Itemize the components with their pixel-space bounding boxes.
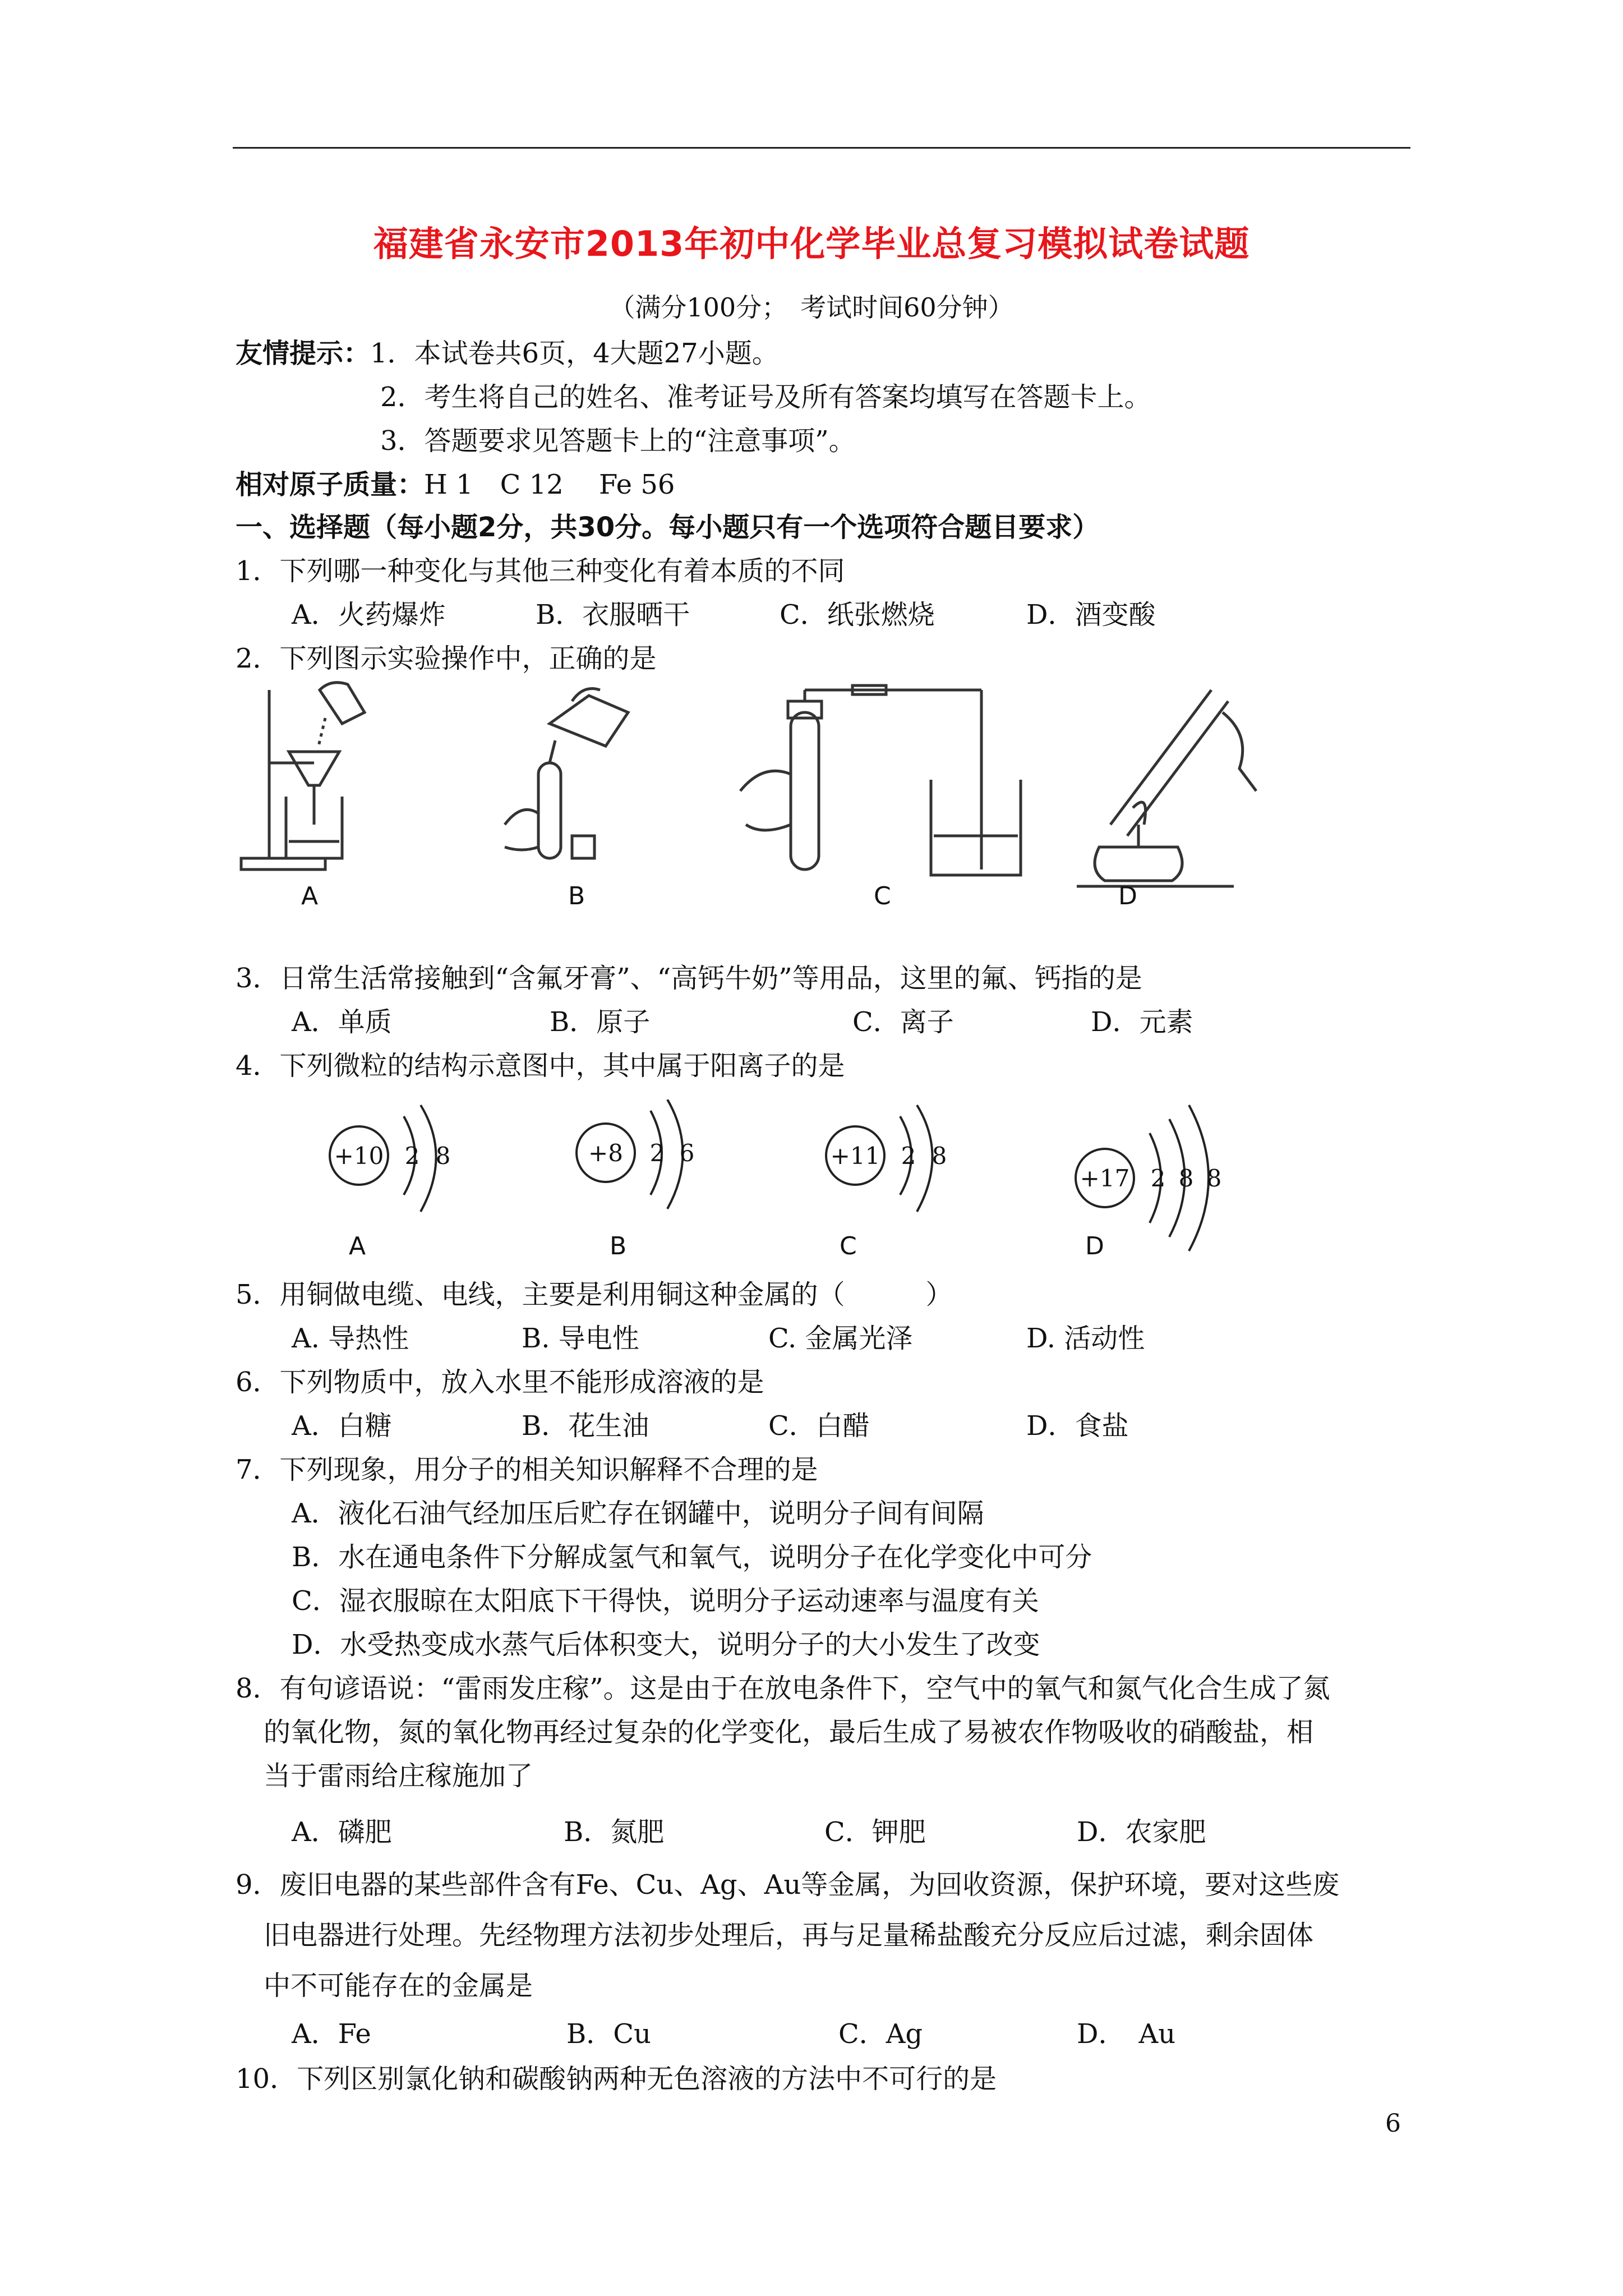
q3-option-d: D．元素 <box>1091 1006 1193 1038</box>
q6-option-d: D．食盐 <box>1026 1410 1129 1442</box>
atomic-mass-label: 相对原子质量： <box>236 469 425 500</box>
q7-option-c: C．湿衣服晾在太阳底下干得快，说明分子运动速率与温度有关 <box>292 1585 1039 1617</box>
q7-option-d: D．水受热变成水蒸气后体积变大，说明分子的大小发生了改变 <box>292 1629 1040 1660</box>
q7-option-b: B．水在通电条件下分解成氢气和氧气，说明分子在化学变化中可分 <box>292 1542 1092 1573</box>
atom-c-nucleus-charge: +11 <box>830 1142 880 1170</box>
q8-option-b: B．氮肥 <box>564 1816 665 1848</box>
pouring-illustration <box>505 689 628 859</box>
atomic-mass-values: H 1 C 12 Fe 56 <box>424 469 675 500</box>
question-8-stem-line-2: 的氧化物，氮的氧化物再经过复杂的化学变化，最后生成了易被农作物吸收的硝酸盐，相 <box>264 1717 1314 1748</box>
q5-option-c: C. 金属光泽 <box>768 1323 913 1354</box>
question-6-stem: 6．下列物质中，放入水里不能形成溶液的是 <box>236 1366 764 1398</box>
q5-option-a: A. 导热性 <box>292 1323 409 1354</box>
question-1-stem: 1．下列哪一种变化与其他三种变化有着本质的不同 <box>236 555 845 587</box>
tip-1: 1．本试卷共6页，4大题27小题。 <box>370 338 779 369</box>
page-title: 福建省永安市2013年初中化学毕业总复习模拟试卷试题 <box>373 223 1250 264</box>
q1-option-a: A．火药爆炸 <box>292 599 446 631</box>
q9-option-a: A．Fe <box>292 2018 371 2050</box>
q7-option-a: A．液化石油气经加压后贮存在钢罐中，说明分子间有间隔 <box>292 1498 984 1529</box>
q3-option-b: B．原子 <box>550 1006 651 1038</box>
question-7-stem: 7．下列现象，用分子的相关知识解释不合理的是 <box>236 1454 818 1485</box>
q6-option-c: C．白醋 <box>768 1410 870 1442</box>
figure-label-b: B <box>568 882 585 910</box>
atom-b-nucleus-charge: +8 <box>588 1139 623 1167</box>
q9-option-d: D． Au <box>1077 2018 1176 2050</box>
tips-block <box>236 337 779 370</box>
tips-label: 友情提示： <box>236 338 371 369</box>
atom-d-shell-1: 2 <box>1150 1165 1166 1192</box>
atom-d-shell-2: 8 <box>1178 1165 1194 1192</box>
atom-label-d: D <box>1085 1232 1104 1260</box>
question-9-stem-line-2: 旧电器进行处理。先经物理方法初步处理后，再与足量稀盐酸充分反应后过滤，剩余固体 <box>264 1920 1314 1951</box>
atom-a-shell-1: 2 <box>404 1142 420 1170</box>
tip-3: 3．答题要求见答题卡上的“注意事项”。 <box>380 425 856 457</box>
atomic-mass <box>236 468 675 501</box>
atom-c-shell-2: 8 <box>932 1142 947 1170</box>
q8-option-d: D．农家肥 <box>1077 1816 1206 1848</box>
atom-a-shell-2: 8 <box>435 1142 451 1170</box>
q3-option-c: C．离子 <box>852 1006 954 1038</box>
atom-d-nucleus-charge: +17 <box>1080 1165 1130 1192</box>
question-8-stem-line-1: 8．有句谚语说：“雷雨发庄稼”。这是由于在放电条件下，空气中的氧气和氮气化合生成了氮 <box>236 1673 1330 1704</box>
q6-option-b: B．花生油 <box>522 1410 649 1442</box>
question-10-stem: 10．下列区别氯化钠和碳酸钠两种无色溶液的方法中不可行的是 <box>236 2063 997 2095</box>
filtration-illustration <box>241 683 365 869</box>
question-2-stem: 2．下列图示实验操作中，正确的是 <box>236 643 657 674</box>
q8-option-a: A．磷肥 <box>292 1816 392 1848</box>
atom-b-shell-2: 6 <box>679 1139 695 1167</box>
heating-illustration <box>1077 690 1256 886</box>
question-9-stem-line-3: 中不可能存在的金属是 <box>264 1970 533 2001</box>
q5-option-b: B. 导电性 <box>522 1323 639 1354</box>
airtightness-illustration <box>740 685 1021 875</box>
figure-label-c: C <box>874 882 891 910</box>
atom-b-shell-1: 2 <box>649 1139 665 1167</box>
atomic-structure-figure <box>314 1099 1267 1268</box>
header-rule <box>233 147 1410 149</box>
atom-d-shell-3: 8 <box>1206 1165 1222 1192</box>
q8-option-c: C．钾肥 <box>824 1816 926 1848</box>
question-8-stem-line-3: 当于雷雨给庄稼施加了 <box>264 1760 533 1792</box>
tip-2: 2．考生将自己的姓名、准考证号及所有答案均填写在答题卡上。 <box>380 381 1151 413</box>
question-4-stem: 4．下列微粒的结构示意图中，其中属于阳离子的是 <box>236 1050 845 1082</box>
figure-label-a: A <box>301 882 319 910</box>
atom-label-b: B <box>610 1232 627 1260</box>
atom-label-c: C <box>840 1232 857 1260</box>
exam-info: （满分100分； 考试时间60分钟） <box>609 292 1014 323</box>
q1-option-d: D．酒变酸 <box>1026 599 1156 631</box>
atom-label-a: A <box>349 1232 366 1260</box>
atom-a-nucleus-charge: +10 <box>334 1142 384 1170</box>
q5-option-d: D. 活动性 <box>1026 1323 1145 1354</box>
question-9-stem-line-1: 9．废旧电器的某些部件含有Fe、Cu、Ag、Au等金属，为回收资源，保护环境，要对这些废 <box>236 1869 1340 1901</box>
q9-option-c: C．Ag <box>838 2018 923 2050</box>
figure-label-d: D <box>1118 882 1137 910</box>
question-3-stem: 3．日常生活常接触到“含氟牙膏”、“高钙牛奶”等用品，这里的氟、钙指的是 <box>236 963 1142 994</box>
q1-option-c: C．纸张燃烧 <box>780 599 935 631</box>
q1-option-b: B．衣服晒干 <box>536 599 690 631</box>
page-number: 6 <box>1385 2109 1401 2138</box>
question-5-stem: 5．用铜做电缆、电线，主要是利用铜这种金属的（ ） <box>236 1279 953 1310</box>
q6-option-a: A．白糖 <box>292 1410 392 1442</box>
q3-option-a: A．单质 <box>292 1006 392 1038</box>
q9-option-b: B．Cu <box>566 2018 651 2050</box>
lab-operations-figure <box>236 679 1301 937</box>
atom-c-shell-1: 2 <box>901 1142 916 1170</box>
section-heading: 一、选择题（每小题2分，共30分。每小题只有一个选项符合题目要求） <box>236 512 1100 543</box>
